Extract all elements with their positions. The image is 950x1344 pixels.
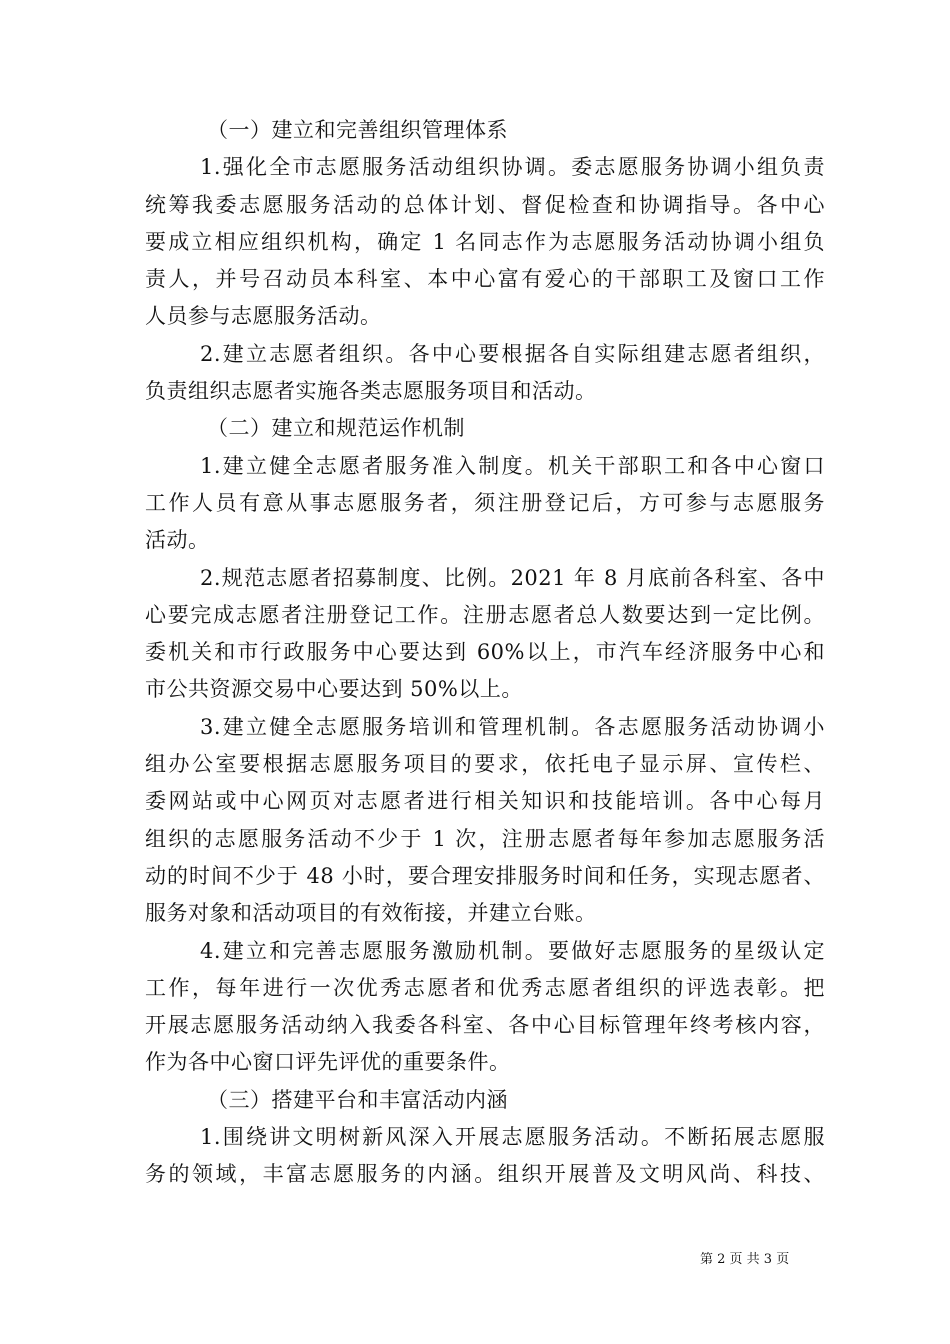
text-line: 人员参与志愿服务活动。 <box>145 304 382 329</box>
document-body <box>145 112 825 1194</box>
text-line: 活动。 <box>145 528 210 553</box>
text-line: （二）建立和规范运作机制 <box>207 416 465 441</box>
text-line: 服务对象和活动项目的有效衔接，并建立台账。 <box>145 901 597 926</box>
text-line: 务的领域，丰富志愿服务的内涵。组织开展普及文明风尚、科技、 <box>145 1162 825 1187</box>
text-line: 组办公室要根据志愿服务项目的要求，依托电子显示屏、宣传栏、 <box>145 752 825 777</box>
text-line: 开展志愿服务活动纳入我委各科室、各中心目标管理年终考核内容， <box>145 1013 825 1038</box>
text-line: 1.建立健全志愿者服务准入制度。机关干部职工和各中心窗口 <box>200 453 825 478</box>
text-line: 组织的志愿服务活动不少于 1 次，注册志愿者每年参加志愿服务活 <box>145 826 825 851</box>
text-line: 动的时间不少于 48 小时，要合理安排服务时间和任务，实现志愿者、 <box>145 863 825 888</box>
text-line: 委机关和市行政服务中心要达到 60%以上，市汽车经济服务中心和 <box>145 640 825 665</box>
text-line: 作为各中心窗口评先评优的重要条件。 <box>145 1050 511 1075</box>
text-line: 2.建立志愿者组织。各中心要根据各自实际组建志愿者组织， <box>200 341 825 366</box>
text-line: 心要完成志愿者注册登记工作。注册志愿者总人数要达到一定比例。 <box>145 602 825 627</box>
text-line: 4.建立和完善志愿服务激励机制。要做好志愿服务的星级认定 <box>200 938 825 963</box>
text-line: 委网站或中心网页对志愿者进行相关知识和技能培训。各中心每月 <box>145 789 825 814</box>
text-line: 负责组织志愿者实施各类志愿服务项目和活动。 <box>145 379 597 404</box>
text-line: 1.强化全市志愿服务活动组织协调。委志愿服务协调小组负责 <box>200 155 825 180</box>
text-line: （一）建立和完善组织管理体系 <box>207 118 508 142</box>
text-line: 3.建立健全志愿服务培训和管理机制。各志愿服务活动协调小 <box>200 714 825 739</box>
text-line: 2.规范志愿者招募制度、比例。2021 年 8 月底前各科室、各中 <box>200 565 825 590</box>
text-line: 工作人员有意从事志愿服务者，须注册登记后，方可参与志愿服务 <box>145 490 825 515</box>
text-line: 1.围绕讲文明树新风深入开展志愿服务活动。不断拓展志愿服 <box>200 1125 825 1150</box>
text-line: 要成立相应组织机构，确定 1 名同志作为志愿服务活动协调小组负 <box>145 229 825 254</box>
text-line: 市公共资源交易中心要达到 50%以上。 <box>145 677 523 702</box>
text-line: 责人，并号召动员本科室、本中心富有爱心的干部职工及窗口工作 <box>145 267 825 292</box>
text-line: 工作，每年进行一次优秀志愿者和优秀志愿者组织的评选表彰。把 <box>145 975 825 1000</box>
text-line: 统筹我委志愿服务活动的总体计划、督促检查和协调指导。各中心 <box>145 192 825 217</box>
page-number: 第 2 页 共 3 页 <box>700 1252 790 1267</box>
text-line: （三）搭建平台和丰富活动内涵 <box>207 1087 508 1112</box>
